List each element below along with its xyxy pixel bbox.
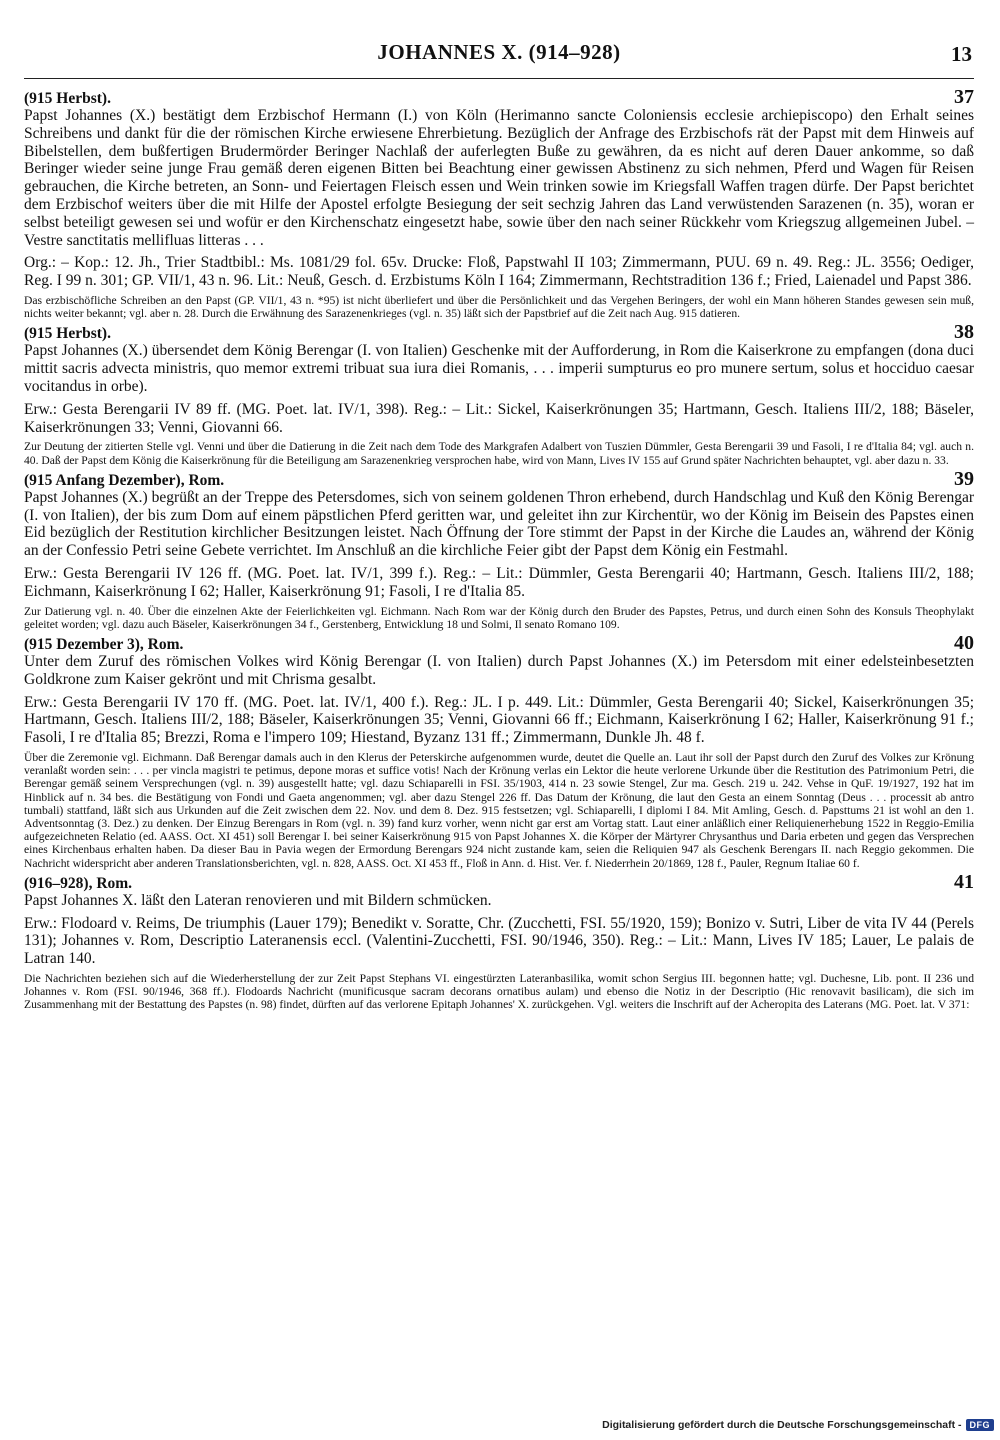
entry-notes: Das erzbischöfliche Schreiben an den Papst (GP. VII/1, 43 n. *95) ist nicht überliefert und über die Persönlichkeit und das Vergehen Beringers, der wohl ein Mann höheren Standes gewesen sein muß, nichts weiter bekannt; vgl. aber n. 28. Durch die Erwähnung des Sarazenenkrieges (vgl. n. 35) läßt sich der Papstbrief auf die Zeit nach Aug. 915 datieren. [24,293,974,321]
page-number: 13 [951,42,972,66]
entry-summary: Papst Johannes X. läßt den Lateran renovieren und mit Bildern schmücken. [24,891,492,909]
entry-summary: Papst Johannes (X.) bestätigt dem Erzbischof Hermann (I.) von Köln (Herimanno sancte Coloniensis ecclesie archiepiscopo) den Erhalt seines Schreibens und dankt für die der römischen Kirche erwiesene Ehrerbietung. Bezüglich der Anfrage des Erzbischofs rät der Papst mit dem Hinweis auf Bibelstellen, dem bußfertigen Brudermörder Beringer Nachlaß der auferlegten Buße zu gewähren, da es nicht auf deren Dauer ankomme, so daß Beringer wieder seine junge Frau gemäß deren eigenen Bitten bei Beachtung einer gewissen Abstinenz zu sich nehmen, Pferd und Wagen für Reisen gebrauchen, die Kirche betreten, an Sonn- und Feiertagen Fleisch essen und Wein trinken sowie im Kriegsfall Waffen tragen dürfe. Der Papst berichtet dem Erzbischof weiters über die mit Hilfe der Apostel erfolgte Besiegung der seit sechzig Jahren das Land verwüstenden Sarazenen (n. 35), woran er selbst beteiligt gewesen sei und wofür er den Kirchenschatz eingesetzt habe, sowie über den nach seiner Rückkehr vom Kriegszug allgemeinen Jubel. – Vestre sanctitatis mellifluas litteras . . . [24,107,974,249]
entry-date: (915 Anfang Dezember), Rom. [24,471,225,489]
entry-number: 40 [954,631,974,654]
regest-entry-39 [24,467,974,631]
entry-date: (916–928), Rom. [24,874,133,892]
regest-entry-40 [24,631,974,870]
entry-notes: Über die Zeremonie vgl. Eichmann. Daß Berengar damals auch in den Klerus der Peterskirche aufgenommen wurde, deutet die Quelle an. Laut ihr soll der Papst durch den Zuruf des Volkes zur Krönung veranlaßt worden sein: . . . per vincla magistri te petimus, depone moras et suffice votis! Nach der Krönung verlas ein Lektor die heute verlorene Urkunde über die Restitution des Patrimonium Petri, die Berengar gemäß seinem Versprechungen (vgl. n. 39) ausgestellt hatte; vgl. dazu Schiaparelli in FSI. 35/1903, 414 n. 23 sowie Stengel, Zur ma. Gesch. 219 u. 242. Vehse in QuF. 19/1927, 192 hat im Hinblick auf n. 34 bes. die Bestätigung von Fondi und Gaeta angenommen; vgl. aber dazu Stengel 226 ff. Das Datum der Krönung, die laut den Gesta an einem Sonntag (Deus . . . processit ab antro tumbali) stattfand, läßt sich aus Urkunden auf die Zeit zwischen dem 22. Nov. und dem 8. Dez. 915 festsetzen; vgl. Schiaparelli, I diplomi I 84. Mit Amling, Gesch. d. Papsttums 21 ist wohl an den 1. Adventsonntag (3. Dez.) zu denken. Der Einzug Berengars in Rom (vgl. n. 39) fand kurz vorher, wenn nicht gar erst am Vortag statt. Laut einer anläßlich einer Reliquienerhebung 1522 in Reggio-Emilia aufgezeichneten Relatio (ed. AASS. Oct. XI 451) soll Berengar I. bei seiner Kaiserkrönung 915 von Papst Johannes X. die Körper der Märtyrer Chrysanthus und Daria erbeten und gegen das Versprechen eines Kirchenbaus erhalten haben. Da dieser Bau in Pavia wegen der Ermordung Berengars 924 nicht zustande kam, seien die Reliquien 947 als Geschenk Berengars II. nach Reggio gekommen. Die Nachricht widerspricht aber anderen Translationsberichten, vgl. n. 828, AASS. Oct. XI 453 ff., Floß in Ann. d. Hist. Ver. f. Niederrhein 20/1869, 128 f., Pauler, Regnum Italiae 60 f. [24,750,974,870]
footer-credit: Digitalisierung gefördert durch die Deutsche Forschungsgemeinschaft - [602,1419,962,1431]
entry-summary: Papst Johannes (X.) begrüßt an der Treppe des Petersdomes, sich von seinem goldenen Thron erhebend, durch Handschlag und Kuß den König Berengar (I. von Italien), der bis zum Dom auf einem päpstlichen Pferd geritten war, und geleitet ihn zur Kirchentür, wo der König im Beisein des Papstes einen Eid bezüglich der Restitution kirchlicher Besitzungen leistet. Nach Öffnung der Tore stimmt der Papst in der Kirche die Laudes an, während der König an der Confessio Petri seine Gebete verrichtet. Im Anschluß an die kirchliche Feier gibt der Papst dem König ein Festmahl. [24,488,974,560]
running-head [24,38,974,79]
regest-entry-41 [24,870,974,1012]
entry-header [24,870,974,893]
regest-entry-38 [24,321,974,467]
entry-number: 39 [954,467,974,490]
page [24,38,974,1016]
entry-number: 37 [954,86,974,108]
entry-header [24,631,974,654]
entry-date: (915 Dezember 3), Rom. [24,635,184,653]
entry-references: Org.: – Kop.: 12. Jh., Trier Stadtbibl.: Ms. 1081/29 fol. 65v. Drucke: Floß, Papstwahl II 103; Zimmermann, PUU. 69 n. 49. Reg.: JL. 3556; Oediger, Reg. I 99 n. 301; GP. VII/1, 43 n. 96. Lit.: Neuß, Gesch. d. Erzbistums Köln I 164; Zimmermann, Rechtstradition 136 f.; Fried, Laienadel und Papst 386. [24,254,974,290]
digitization-footer [602,1419,994,1431]
entry-number: 38 [954,321,974,344]
entry-notes: Die Nachrichten beziehen sich auf die Wiederherstellung der zur Zeit Papst Stephans VI. eingestürzten Lateranbasilika, womit schon Sergius III. begonnen hatte; vgl. Duchesne, Lib. pont. II 236 und Johannes v. Rom (FSI. 90/1946, 368 ff.). Flodoards Nachricht (munificusque sacram decorans ornatibus aulam) und ebenso die Notiz in der Descriptio (Hic renovavit basilicam), die sich im Zusammenhang mit der Bestattung des Papstes (n. 98) findet, dürften auf das verlorene Epitaph Johannes' X. zurückgehen. Vgl. weiters die Inschrift auf der Acheropita des Laterans (MG. Poet. lat. V 371: [24,971,974,1012]
entry-references: Erw.: Gesta Berengarii IV 89 ff. (MG. Poet. lat. IV/1, 398). Reg.: – Lit.: Sickel, Kaiserkrönungen 35; Hartmann, Gesch. Italiens III/2, 188; Bäseler, Kaiserkrönungen 33; Venni, Giovanni 66. [24,400,974,436]
entry-number: 41 [954,870,974,893]
entry-header [24,86,974,108]
entry-header [24,467,974,490]
entry-notes: Zur Datierung vgl. n. 40. Über die einzelnen Akte der Feierlichkeiten vgl. Eichmann. Nach Rom war der König durch den Bruder des Papstes, Petrus, und durch einen Sohn des Konsuls Theophylakt geleitet worden; vgl. dazu auch Bäseler, Kaiserkrönungen 34 f., Gerstenberg, Entwicklung 18 und Solmi, Il senato Romano 109. [24,604,974,631]
entry-references: Erw.: Flodoard v. Reims, De triumphis (Lauer 179); Benedikt v. Soratte, Chr. (Zucchetti, FSI. 55/1920, 159); Bonizo v. Sutri, Liber de vita IV 44 (Perels 131); Johannes v. Rom, Descriptio Lateranensis eccl. (Valentini-Zucchetti, FSI. 90/1946, 350). Reg.: – Lit.: Mann, Lives IV 185; Lauer, Le palais de Latran 140. [24,914,974,968]
page-title: JOHANNES X. (914–928) [377,40,621,64]
entry-date: (915 Herbst). [24,325,111,343]
entry-date: (915 Herbst). [24,90,111,107]
dfg-logo-icon: DFG [966,1419,995,1431]
entry-header [24,321,974,344]
entry-references: Erw.: Gesta Berengarii IV 170 ff. (MG. Poet. lat. IV/1, 400 f.). Reg.: JL. I p. 449. Lit.: Dümmler, Gesta Berengarii 40; Sickel, Kaiserkrönungen 35; Hartmann, Gesch. Italiens III/2, 188; Bäseler, Kaiserkrönungen 35; Venni, Giovanni 66 ff.; Eichmann, Kaiserkrönung I 62; Haller, Kaiserkrönung 91 f.; Fasoli, I re d'Italia 85; Brezzi, Roma e l'impero 109; Hiestand, Byzanz 131 ff.; Zimmermann, Dunkle Jh. 48 f. [24,693,974,747]
entry-summary: Unter dem Zuruf des römischen Volkes wird König Berengar (I. von Italien) durch Papst Johannes (X.) im Petersdom mit einer edelsteinbesetzten Goldkrone zum Kaiser gekrönt und mit Chrisma gesalbt. [24,652,974,688]
entry-summary: Papst Johannes (X.) übersendet dem König Berengar (I. von Italien) Geschenke mit der Aufforderung, in Rom die Kaiserkrone zu empfangen (dona duci mittit sacris advecta ministris, quo memor extremi tribuat sua iura diei Romanis, . . . imperii sumpturus eo pro munere sertum, solus et hocciduo caesar vocitandus in orbe). [24,342,974,395]
entry-references: Erw.: Gesta Berengarii IV 126 ff. (MG. Poet. lat. IV/1, 399 f.). Reg.: – Lit.: Dümmler, Gesta Berengarii 40; Hartmann, Gesch. Italiens III/2, 188; Eichmann, Kaiserkrönung I 62; Haller, Kaiserkrönung 91; Fasoli, I re d'Italia 85. [24,564,974,600]
entry-notes: Zur Deutung der zitierten Stelle vgl. Venni und über die Datierung in die Zeit nach dem Tode des Markgrafen Adalbert von Tuszien Dümmler, Gesta Berengarii 39 und Fasoli, I re d'Italia 84; vgl. auch n. 40. Daß der Papst dem König die Kaiserkrönung für die Beteiligung am Sarazenenkrieg versprochen habe, wird von Mann, Lives IV 155 auf Grund später Nachrichten behauptet, vgl. aber dazu n. 33. [24,440,974,467]
regest-entry-37 [24,86,974,321]
